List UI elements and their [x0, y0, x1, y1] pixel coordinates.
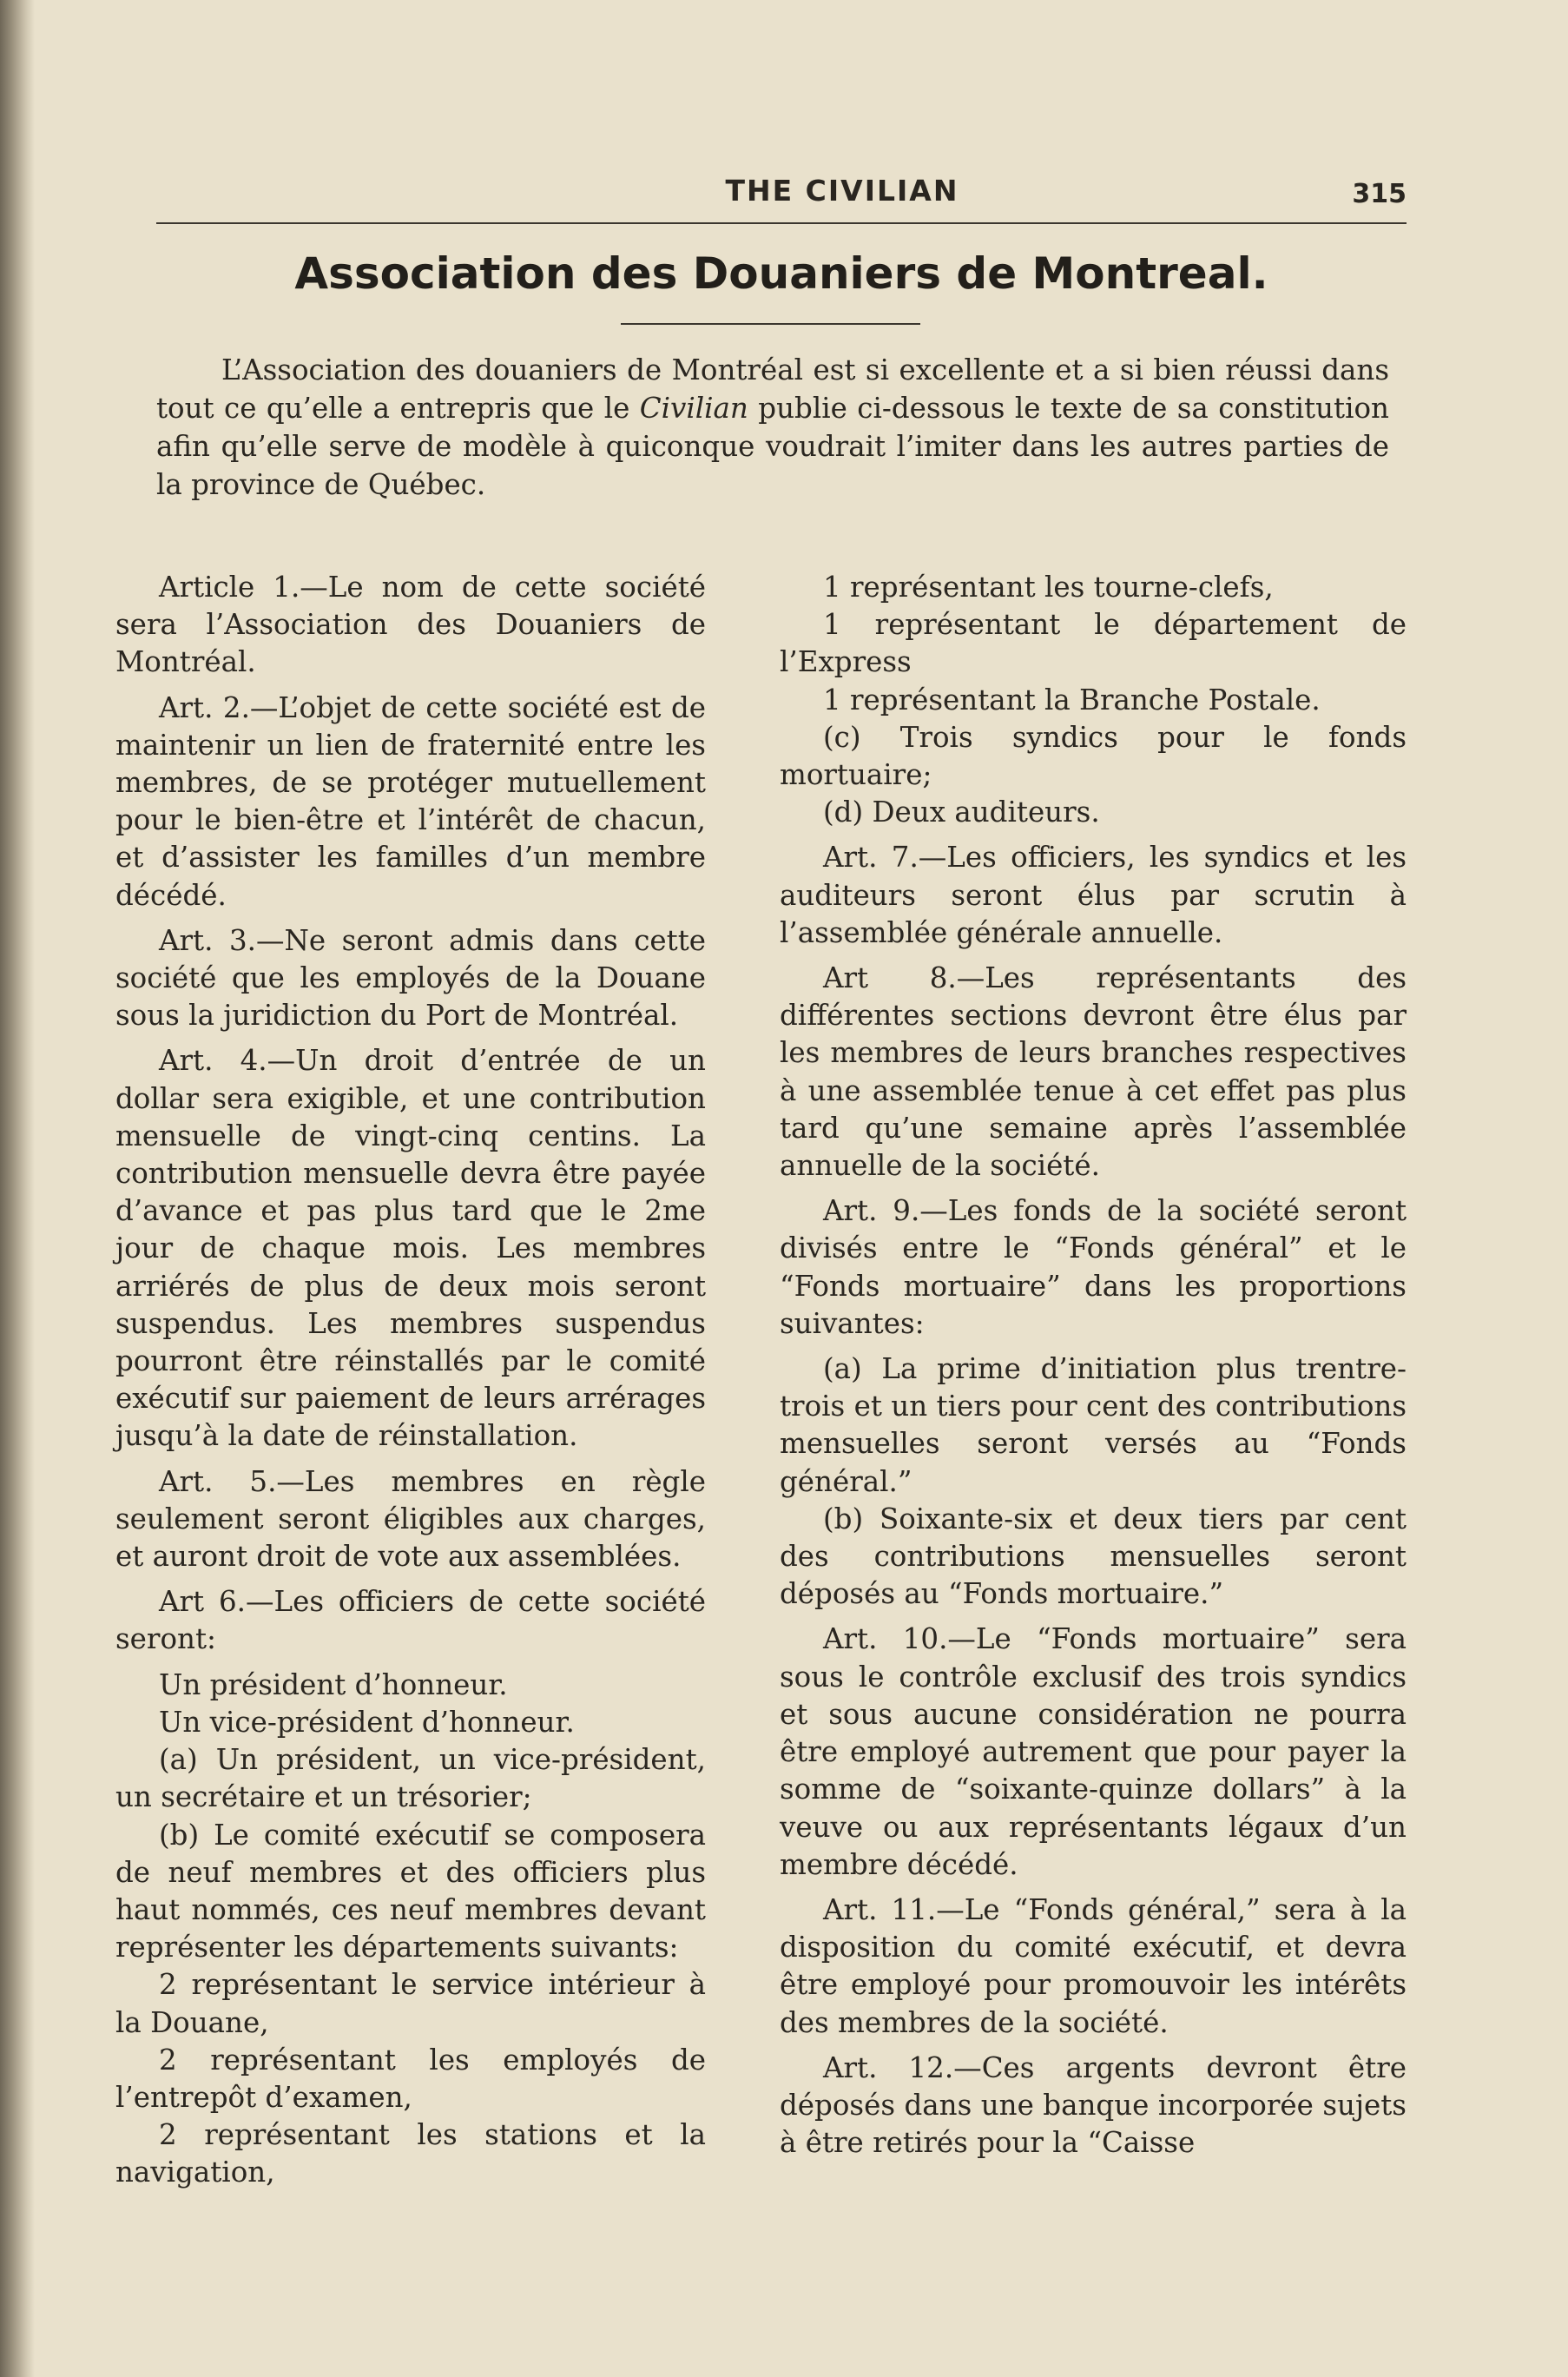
article-9-item-b: (b) Soixante-six et deux tiers par cent des contributions mensuelles seront déposés au “Fonds mortuaire.” — [780, 1502, 1407, 1611]
left-column — [115, 569, 706, 2192]
article-11: Art. 11.—Le “Fonds général,” sera à la disposition du comité exécutif, et devra être employé pour promouvoir les intérêts des membres de la société. — [780, 1892, 1407, 2039]
article-7: Art. 7.—Les officiers, les syndics et les auditeurs seront élus par scrutin à l’assemblée générale annuelle. — [780, 841, 1407, 949]
right-column — [780, 569, 1407, 2169]
article-title: Association des Douaniers de Montreal. — [294, 248, 1268, 299]
title-rule — [621, 323, 920, 325]
article-1: Article 1.—Le nom de cette société sera l’Association des Douaniers de Montréal. — [115, 571, 706, 679]
article-9-item-a: (a) La prime d’initiation plus trentre-trois et un tiers pour cent des contributions mensuelles seront versés au “Fonds général.” — [780, 1352, 1407, 1498]
article-6-honorary-vice-president: Un vice-président d’honneur. — [159, 1705, 575, 1739]
representative-warehouse: 2 représentant les employés de l’entrepôt d’examen, — [115, 2043, 706, 2114]
intro-text-end: publie ci-dessous le texte de sa constitution afin qu’elle serve de modèle à quiconque voudrait l’imiter dans les autres parties de la province de Québec. — [156, 392, 1389, 501]
article-6: Art 6.—Les officiers de cette société seront: — [115, 1585, 706, 1656]
intro-italic-civilian: Civilian — [639, 392, 748, 425]
article-6-item-a: (a) Un président, un vice-président, un secrétaire et un trésorier; — [115, 1743, 706, 1814]
article-4: Art. 4.—Un droit d’entrée de un dollar sera exigible, et une contribution mensuelle de vingt-cinq centins. La contribution mensuelle devra être payée d’avance et pas plus tard que le 2me jour de chaque mois. Les membres arriérés de plus de deux mois seront suspendus. Les membres suspendus pourront être réinstallés par le comité exécutif sur paiement de leurs arrérages jusqu’à la date de réinstallation. — [115, 1044, 706, 1453]
article-2: Art. 2.—L’objet de cette société est de maintenir un lien de fraternité entre les membres, de se protéger mutuellement pour le bien-être et l’intérêt de chacun, et d’assister les familles d’un membre décédé. — [115, 690, 706, 912]
intro-paragraph — [156, 351, 1389, 504]
article-6-item-d: (d) Deux auditeurs. — [823, 796, 1100, 829]
representative-turnkeys: 1 représentant les tourne-clefs, — [823, 571, 1274, 604]
representative-interior: 2 représentant le service intérieur à la Douane, — [115, 1968, 706, 2039]
article-5: Art. 5.—Les membres en règle seulement seront éligibles aux charges, et auront droit de vote aux assemblées. — [115, 1464, 706, 1574]
representative-postal: 1 représentant la Branche Postale. — [823, 683, 1321, 716]
article-6-item-b: (b) Le comité exécutif se composera de neuf membres et des officiers plus haut nommés, ces neuf membres devant représenter les départements suivants: — [115, 1818, 706, 1964]
article-8: Art 8.—Les représentants des différentes sections devront être élus par les membres de leurs branches respectives à une assemblée tenue à cet effet pas plus tard qu’une semaine après l’assemblée annuelle de la société. — [780, 961, 1407, 1183]
page-number: 315 — [1352, 179, 1407, 209]
running-title: THE CIVILIAN — [725, 174, 959, 208]
article-6-honorary-president: Un président d’honneur. — [159, 1667, 508, 1701]
article-12: Art. 12.—Ces argents devront être déposés dans une banque incorporée sujets à être retirés pour la “Caisse — [780, 2050, 1407, 2160]
article-3: Art. 3.—Ne seront admis dans cette société que les employés de la Douane sous la juridiction du Port de Montréal. — [115, 923, 706, 1033]
representative-navigation: 2 représentant les stations et la navigation, — [115, 2118, 706, 2189]
intro-text-start: L’Association des douaniers de Montréal est si excellente et a si bien réussi dans tout ce qu’elle a entrepris que le — [156, 353, 1389, 425]
article-6-item-c: (c) Trois syndics pour le fonds mortuaire; — [780, 720, 1407, 792]
running-header — [156, 170, 1407, 224]
article-9: Art. 9.—Les fonds de la société seront divisés entre le “Fonds général” et le “Fonds mortuaire” dans les proportions suivantes: — [780, 1194, 1407, 1340]
article-10: Art. 10.—Le “Fonds mortuaire” sera sous le contrôle exclusif des trois syndics et sous aucune considération ne pourra être employé autrement que pour payer la somme de “soixante-quinze dollars” à la veuve ou aux représentants légaux d’un membre décédé. — [780, 1622, 1407, 1881]
representative-express: 1 représentant le département de l’Express — [780, 608, 1407, 679]
